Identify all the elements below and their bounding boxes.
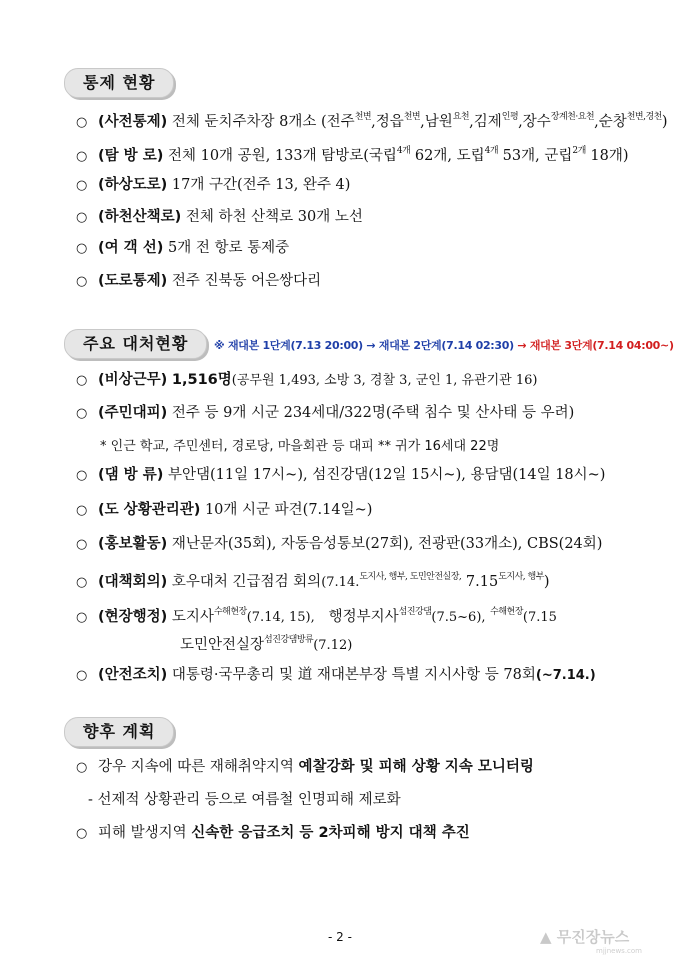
watermark: ▲ 무진장뉴스 [540, 928, 630, 946]
bullet-icon: ○ [76, 149, 88, 164]
page-number: - 2 - [328, 930, 352, 944]
evacuation-note: * 인근 학교, 주민센터, 경로당, 마을회관 등 대피 ** 귀가 16세대 22명 [100, 439, 500, 454]
inline-text: 53개, 군립 [498, 148, 573, 164]
bullet-icon: ○ [76, 503, 88, 518]
inline-text: ,정읍 [371, 114, 404, 130]
stage-2: 재대본 2단계(7.14 02:30) [378, 339, 514, 352]
superscript-note: 4개 [396, 146, 411, 156]
bullet-icon: ○ [76, 373, 88, 388]
response-row-pr: ○ (홍보활동) 재난문자(35회), 자동음성통보(27회), 전광판(33개소), CBS(24회) [76, 534, 602, 555]
inline-text: ,김제 [469, 114, 502, 130]
bullet-icon: ○ [76, 668, 88, 683]
superscript-note: 4개 [484, 146, 499, 156]
bullet-icon: ○ [76, 115, 88, 130]
section-title-plan: 향후 계획 [64, 717, 174, 747]
superscript-note: 천변 [354, 112, 372, 122]
superscript-note: 천변,경천 [626, 112, 662, 122]
bullet-icon: ○ [76, 274, 88, 289]
inline-text: ,남원 [420, 114, 453, 130]
response-row-meeting: ○ (대책회의) 호우대처 긴급점검 회의(7.14.$^{도지사, 행부, 도민안전실장,}$ $7.15^{도지사, 행부}$) [76, 567, 550, 593]
control-row-road: ○ (도로통제) 전주 진북동 어은쌍다리 [76, 271, 321, 292]
section-title-response: 주요 대처현황 [64, 329, 207, 359]
bullet-icon: ○ [76, 406, 88, 421]
bullet-icon: ○ [76, 760, 88, 775]
mountain-icon: ▲ [540, 928, 552, 946]
bullet-icon: ○ [76, 468, 88, 483]
stage-3: 재대본 3단계(7.14 04:00~) [529, 339, 674, 352]
section-title-control: 통제 현황 [64, 68, 174, 98]
inline-text: ,장수 [518, 114, 551, 130]
control-row-prior: ○ (사전통제) 전체 둔치주차장 8개소 (전주$^{천변}$,정읍$^{천변}$,남원$^{요천}$,김제$^{인평}$,장수$^{장계천\cdot 요천}$,순창$^{천변,경천}$) [76, 107, 668, 133]
inline-text: 62개, 도립 [410, 148, 485, 164]
superscript-note: 인평 [501, 112, 519, 122]
bullet-icon: ○ [76, 241, 88, 256]
plan-item-2: ○ 피해 발생지역 신속한 응급조치 등 2차피해 방지 대책 추진 [76, 823, 470, 844]
bullet-icon: ○ [76, 178, 88, 193]
stage-timeline: ※ 재대본 1단계(7.13 20:00) → 재대본 2단계(7.14 02:30) → 재대본 3단계(7.14 04:00~) [214, 339, 674, 352]
superscript-note: 2개 [572, 146, 586, 156]
response-row-evacuation: ○ (주민대피) 전주 등 9개 시군 234세대/322명(주택 침수 및 산사태 등 우려) [76, 403, 574, 424]
superscript-note: 장계천·요천 [550, 112, 595, 122]
bullet-icon: ○ [76, 575, 88, 590]
control-row-river-walk: ○ (하천산책로) 전체 하천 산책로 30개 노선 [76, 207, 363, 228]
superscript-note: 천변 [403, 112, 421, 122]
bullet-icon: ○ [76, 610, 88, 625]
bullet-icon: ○ [76, 210, 88, 225]
control-row-riverbed-road: ○ (하상도로) 17개 구간(전주 13, 완주 4) [76, 175, 350, 196]
inline-text: 18개) [585, 148, 629, 164]
superscript-note: 요천 [452, 112, 470, 122]
response-row-emergency: ○ (비상근무) 1,516명(공무원 1,493, 소방 3, 경찰 3, 군인 1, 유관기관 16) [76, 370, 537, 391]
inline-text: ,순창 [594, 114, 627, 130]
bullet-icon: ○ [76, 826, 88, 841]
inline-text: ) [661, 114, 668, 130]
response-row-safety: ○ (안전조치) 대통령·국무총리 및 道 재대본부장 특별 지시사항 등 78회(~7.14.) [76, 665, 596, 686]
control-row-trail: ○ (탐 방 로) 전체 10개 공원, 133개 탐방로(국립$^{4개}$ 62개, 도립$^{4개}$ 53개, 군립$^{2개}$ 18개) [76, 141, 629, 167]
response-row-field-line2: 도민안전실장$^{섬진강댐방류}$(7.12) [180, 635, 353, 653]
response-row-field: ○ (현장행정) 도지사$^{수해현장}$(7.14, 15), 행정부지사$^{섬진강댐}$(7.5~6), $^{수해현장}$(7.15 [76, 602, 557, 628]
watermark-url: mjjnews.com [596, 947, 642, 955]
control-row-ferry: ○ (여 객 선) 5개 전 항로 통제중 [76, 238, 289, 259]
plan-item-1: ○ 강우 지속에 따른 재해취약지역 예찰강화 및 피해 상황 지속 모니터링 [76, 757, 534, 778]
bullet-icon: ○ [76, 537, 88, 552]
response-row-dam: ○ (댐 방 류) 부안댐(11일 17시~), 섬진강댐(12일 15시~), 용담댐(14일 18시~) [76, 465, 605, 486]
response-row-dispatch: ○ (도 상황관리관) 10개 시군 파견(7.14일~) [76, 500, 372, 521]
plan-item-1-sub: - 선제적 상황관리 등으로 여름철 인명피해 제로화 [88, 792, 401, 808]
stage-1: 재대본 1단계(7.13 20:00) [227, 339, 363, 352]
